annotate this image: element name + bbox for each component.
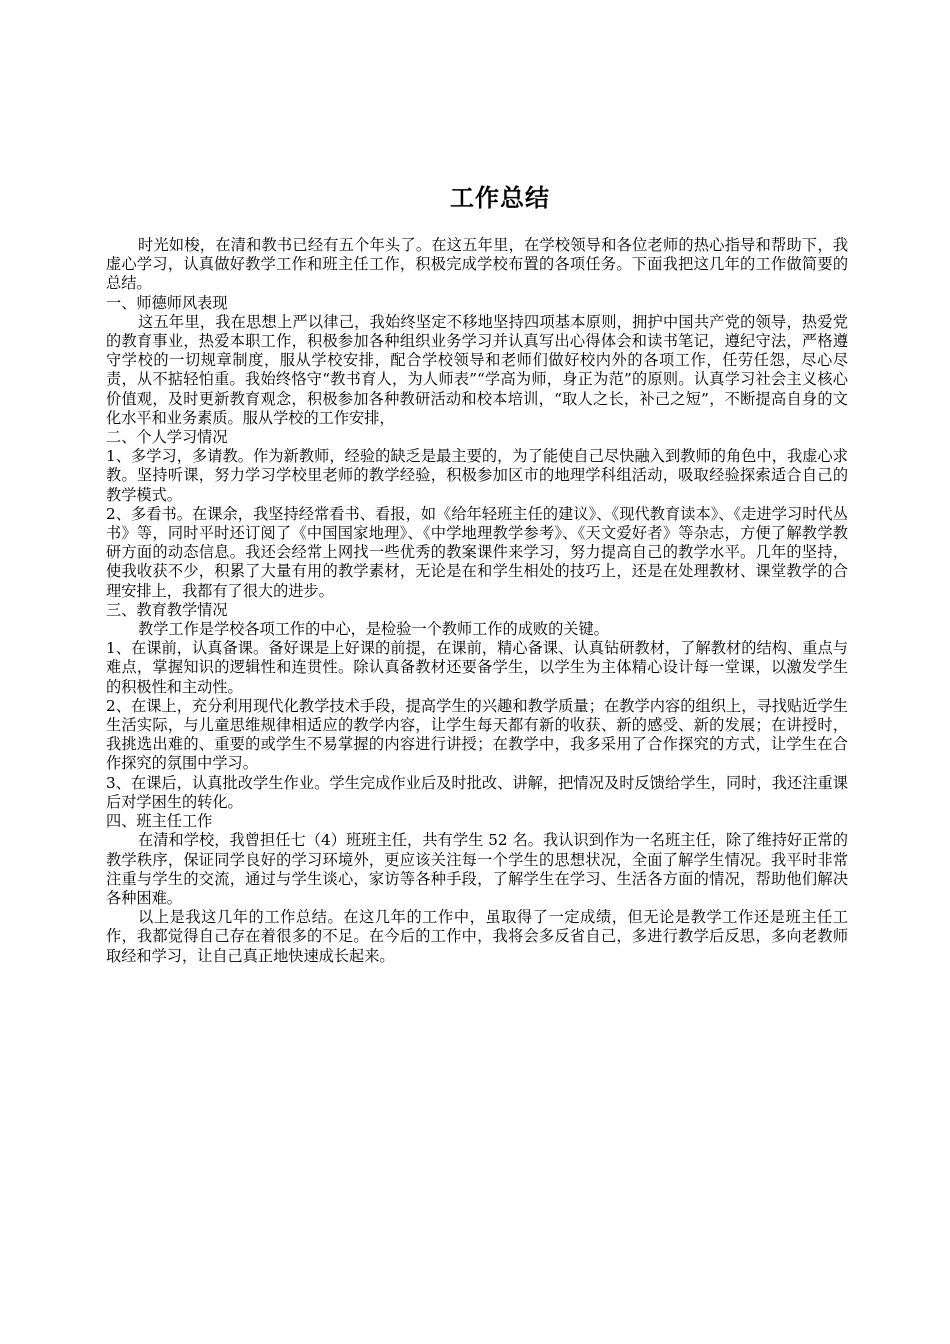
document-title: 工作总结: [450, 184, 550, 212]
document-body: [106, 236, 848, 966]
list-item: 1、多学习，多请教。作为新教师，经验的缺乏是最主要的，为了能使自己尽快融入到教师的角色中，我虚心求教。坚持听课，努力学习学校里老师的教学经验，积极参加区市的地理学科组活动，吸取经验探索适合自己的教学模式。: [106, 447, 848, 504]
paragraph-teaching-intro: 教学工作是学校各项工作的中心，是检验一个教师工作的成败的关键。: [138, 620, 609, 639]
section-heading: 四、班主任工作: [106, 812, 213, 831]
paragraph-conclusion: 以上是我这几年的工作总结。在这几年的工作中，虽取得了一定成绩，但无论是教学工作还是班主任工作，我都觉得自己存在着很多的不足。在今后的工作中，我将会多反省自己，多进行教学后反思，多向老教师取经和学习，让自己真正地快速成长起来。: [106, 908, 848, 965]
section-heading: 一、师德师风表现: [106, 293, 228, 312]
list-item: 1、在课前，认真备课。备好课是上好课的前提，在课前，精心备课、认真钻研教材，了解教材的结构、重点与难点，掌握知识的逻辑性和连贯性。除认真备教材还要备学生，以学生为主体精心设计每一堂课，以激发学生的积极性和主动性。: [106, 639, 848, 696]
list-item: 2、多看书。在课余，我坚持经常看书、看报，如《给年轻班主任的建议》、《现代教育读本》、《走进学习时代丛书》等，同时平时还订阅了《中国国家地理》、《中学地理教学参考》、《天文爱好者》等杂志，方便了解教学教研方面的动态信息。我还会经常上网找一些优秀的教案课件来学习，努力提高自己的教学水平。几年的坚持，使我收获不少，积累了大量有用的教学素材，无论是在和学生相处的技巧上，还是在处理教材、课堂教学的合理安排上，我都有了很大的进步。: [106, 504, 848, 600]
paragraph-ethics: 这五年里，我在思想上严以律己，我始终坚定不移地坚持四项基本原则，拥护中国共产党的领导，热爱党的教育事业，热爱本职工作，积极参加各种组织业务学习并认真写出心得体会和读书笔记，遵纪守法，严格遵守学校的一切规章制度，服从学校安排，配合学校领导和老师们做好校内外的各项工作，任劳任怨，尽心尽责，从不掂轻怕重。我始终恪守“教书育人，为人师表”“学高为师，身正为范”的原则。认真学习社会主义核心价值观，及时更新教育观念，积极参加各种教研活动和校本培训，“取人之长，补己之短”，不断提高自身的文化水平和业务素质。服从学校的工作安排，: [106, 312, 848, 427]
section-heading: 三、教育教学情况: [106, 600, 228, 619]
paragraph-class-teacher: 在清和学校，我曾担任七（4）班班主任，共有学生 52 名。我认识到作为一名班主任，除了维持好正常的教学秩序，保证同学良好的学习环境外，更应该关注每一个学生的思想状况，全面了解学生情况。我平时非常注重与学生的交流，通过与学生谈心，家访等各种手段，了解学生在学习、生活各方面的情况，帮助他们解决各种困难。: [106, 831, 848, 907]
paragraph-intro: 时光如梭，在清和教书已经有五个年头了。在这五年里，在学校领导和各位老师的热心指导和帮助下，我虚心学习，认真做好教学工作和班主任工作，积极完成学校布置的各项任务。下面我把这几年的工作做简要的总结。: [106, 236, 848, 293]
list-item: 3、在课后，认真批改学生作业。学生完成作业后及时批改、讲解，把情况及时反馈给学生，同时，我还注重课后对学困生的转化。: [106, 773, 848, 811]
section-heading: 二、个人学习情况: [106, 428, 228, 447]
list-item: 2、在课上，充分利用现代化教学技术手段，提高学生的兴趣和教学质量；在教学内容的组织上，寻找贴近学生生活实际，与儿童思维规律相适应的教学内容，让学生每天都有新的收获、新的感受、新的发展；在讲授时，我挑选出难的、重要的或学生不易掌握的内容进行讲授；在教学中，我多采用了合作探究的方式，让学生在合作探究的氛围中学习。: [106, 696, 848, 773]
